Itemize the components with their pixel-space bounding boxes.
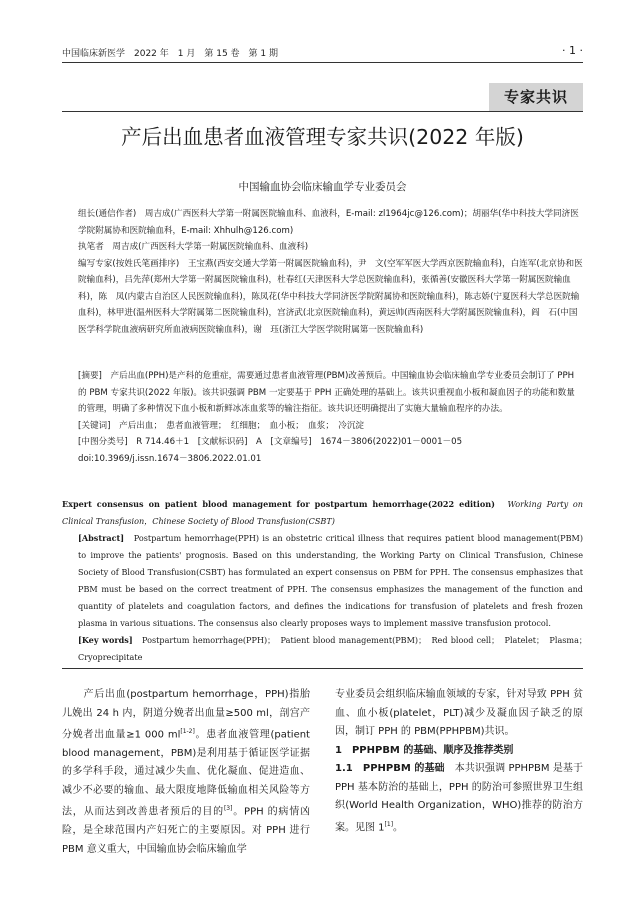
article-number-label: [文章编号] — [270, 437, 312, 447]
paper-title: 产后出血患者血液管理专家共识(2022 年版) — [121, 125, 524, 149]
body-column-right — [335, 686, 583, 837]
abstract-paragraph — [78, 368, 583, 418]
body-column-left — [62, 686, 310, 859]
column-rule — [62, 111, 583, 112]
english-title-line — [62, 496, 583, 530]
doi-line: doi:10.3969/j.issn.1674－3806.2022.01.01 — [78, 453, 262, 464]
intro-continued: 专业委员会组织临床输血领域的专家，针对导致 PPH 贫血、血小板(platelet，PLT)减少及凝血因子缺乏的原因，制订 PPH 的 PBM(PPHPBM)共识。 — [335, 689, 583, 737]
citation: [1-2] — [180, 728, 195, 735]
writer: 执笔者 周吉成(广西医科大学第一附属医院输血科、血液科) — [78, 242, 309, 252]
english-abstract-text: Postpartum hemorrhage(PPH) is an obstetric critical illness that requires patient blood management(PBM) to improve the patients' prognosis. Based on this understanding, the Working Party on Clinical Transfusion, Chinese Society of Blood Transfusion(CSBT) has formulated an expert consensus on PBM for PPH. The consensus emphasizes that PBM must be based on the correct treatment of PPH. The consensus emphasizes the management of the function and quantity of platelets and coagulation factors, and defines the indications for transfusion of platelets and fresh frozen plasma in various situations. The consensus also clearly proposes ways to implement massive transfusion protocol. — [78, 533, 583, 628]
english-authors: Working Party on Clinical Transfusion，Chinese Society of Blood Transfusion(CSBT) — [62, 499, 583, 526]
english-keywords-line — [62, 632, 592, 666]
keywords-line — [78, 418, 583, 435]
clc-value: R 714.46＋1 — [136, 437, 190, 447]
expert-list: 编写专家(按姓氏笔画排序) 王宝燕(西安交通大学第一附属医院输血科)，尹 文(空军军医大学西京医院输血科)，白连军(北京协和医院输血科)，吕先萍(郑州大学第一附属医院输血科)，杜春红(天津医科大学总医院输血科)，张循善(安徽医科大学第一附属医院输血科)，陈 凤(内蒙古自治区人民医院输血科)，陈凤花(华中科技大学同济医学院附属协和医院输血科)，陈志娇(宁夏医科大学总医院输血科)，林甲进(温州医科大学附属第二医院输血科)，宫济武(北京医院输血科)，黄远帅(西南医科大学附属医院输血科)，阎 石(中国医学科学院血液病研究所血液病医院输血科)，谢 珏(浙江大学医学院附属第一医院输血科) — [78, 258, 583, 335]
doc-code-value: A — [256, 437, 262, 447]
intro-paragraph: 产后出血(postpartum hemorrhage，PPH)指胎儿娩出 24 h 内，阴道分娩者出血量≥500 ml，剖宫产分娩者出血量≥1 000 ml[1-2]。患者血液管理(patient blood management，PBM)是利用基于循证医学证据的多学科手段，通过减少失血、优化凝血、促进造血、减少不必要的输血、最大限度地降低输血相关风险等方法，从而达到改善患者预后的目的[3]。PPH 的病情凶险，是全球范围内产妇死亡的主要原因。对 PPH 进行 PBM 意义重大，中国输血协会临床输血学 — [62, 689, 310, 855]
clc-label: [中图分类号] — [78, 437, 128, 447]
english-abstract-paragraph — [62, 530, 583, 632]
doc-code-label: [文献标识码] — [197, 437, 248, 447]
group-leaders: 组长(通信作者) 周吉成(广西医科大学第一附属医院输血科、血液科，E-mail: zl1964jc@126.com)；胡丽华(华中科技大学同济医学院附属协和医院输血科，E-mail: Xhhulh@126.com) — [78, 209, 579, 236]
english-keywords-label: [Key words] — [78, 635, 133, 645]
keywords-label: [关键词] — [78, 420, 111, 431]
english-abstract — [62, 496, 592, 666]
abstract-label: [摘要] — [78, 371, 102, 381]
article-number-value: 1674－3806(2022)01－0001－05 — [320, 437, 463, 447]
abstract-rule — [62, 668, 583, 669]
keywords-text: 产后出血； 患者血液管理； 红细胞； 血小板； 血浆； 冷沉淀 — [119, 420, 365, 431]
header-rule — [62, 62, 583, 63]
page-number: · 1 · — [562, 44, 583, 57]
citation: [1] — [384, 820, 394, 828]
english-keywords-text: Postpartum hemorrhage(PPH)； Patient blood management(PBM)； Red blood cell； Platelet； Plasma； Cryoprecipitate — [78, 635, 592, 662]
english-title: Expert consensus on patient blood management for postpartum hemorrhage(2022 edition) — [62, 499, 495, 509]
author-list — [78, 206, 583, 338]
organization: 中国输血协会临床输血学专业委员会 — [238, 181, 407, 193]
chinese-abstract — [78, 368, 583, 467]
classification-line — [78, 434, 583, 451]
column-tag: 专家共识 — [489, 83, 583, 111]
subsection-heading: 1.1 PPHPBM 的基础 — [335, 763, 445, 774]
english-abstract-label: [Abstract] — [78, 533, 125, 543]
citation: [3] — [223, 805, 233, 813]
running-header — [62, 44, 583, 62]
abstract-text: 产后出血(PPH)是产科的危重症，需要通过患者血液管理(PBM)改善预后。中国输血协会临床输血学专业委员会制订了 PPH 的 PBM 专家共识(2022 年版)。该共识强调 PBM 一定要基于 PPH 正确处理的基础上。该共识重视血小板和凝血因子的功能和数量的管理，明确了多种情况下血小板和新鲜冰冻血浆等的输注指征。该共识还明确提出了实施大量输血程序的办法。 — [78, 371, 575, 414]
section-heading: 1 PPHPBM 的基础、顺序及推荐类别 — [335, 744, 514, 756]
journal-info: 中国临床新医学 2022 年 1 月 第 15 卷 第 1 期 — [62, 49, 278, 59]
subsection-paragraph: 1.1 PPHPBM 的基础 本共识强调 PPHPBM 是基于 PPH 基本防治的基础上，PPH 的防治可参照世界卫生组织(World Health Organization，WHO)推荐的防治方案。见图 1[1]。 — [335, 763, 583, 833]
